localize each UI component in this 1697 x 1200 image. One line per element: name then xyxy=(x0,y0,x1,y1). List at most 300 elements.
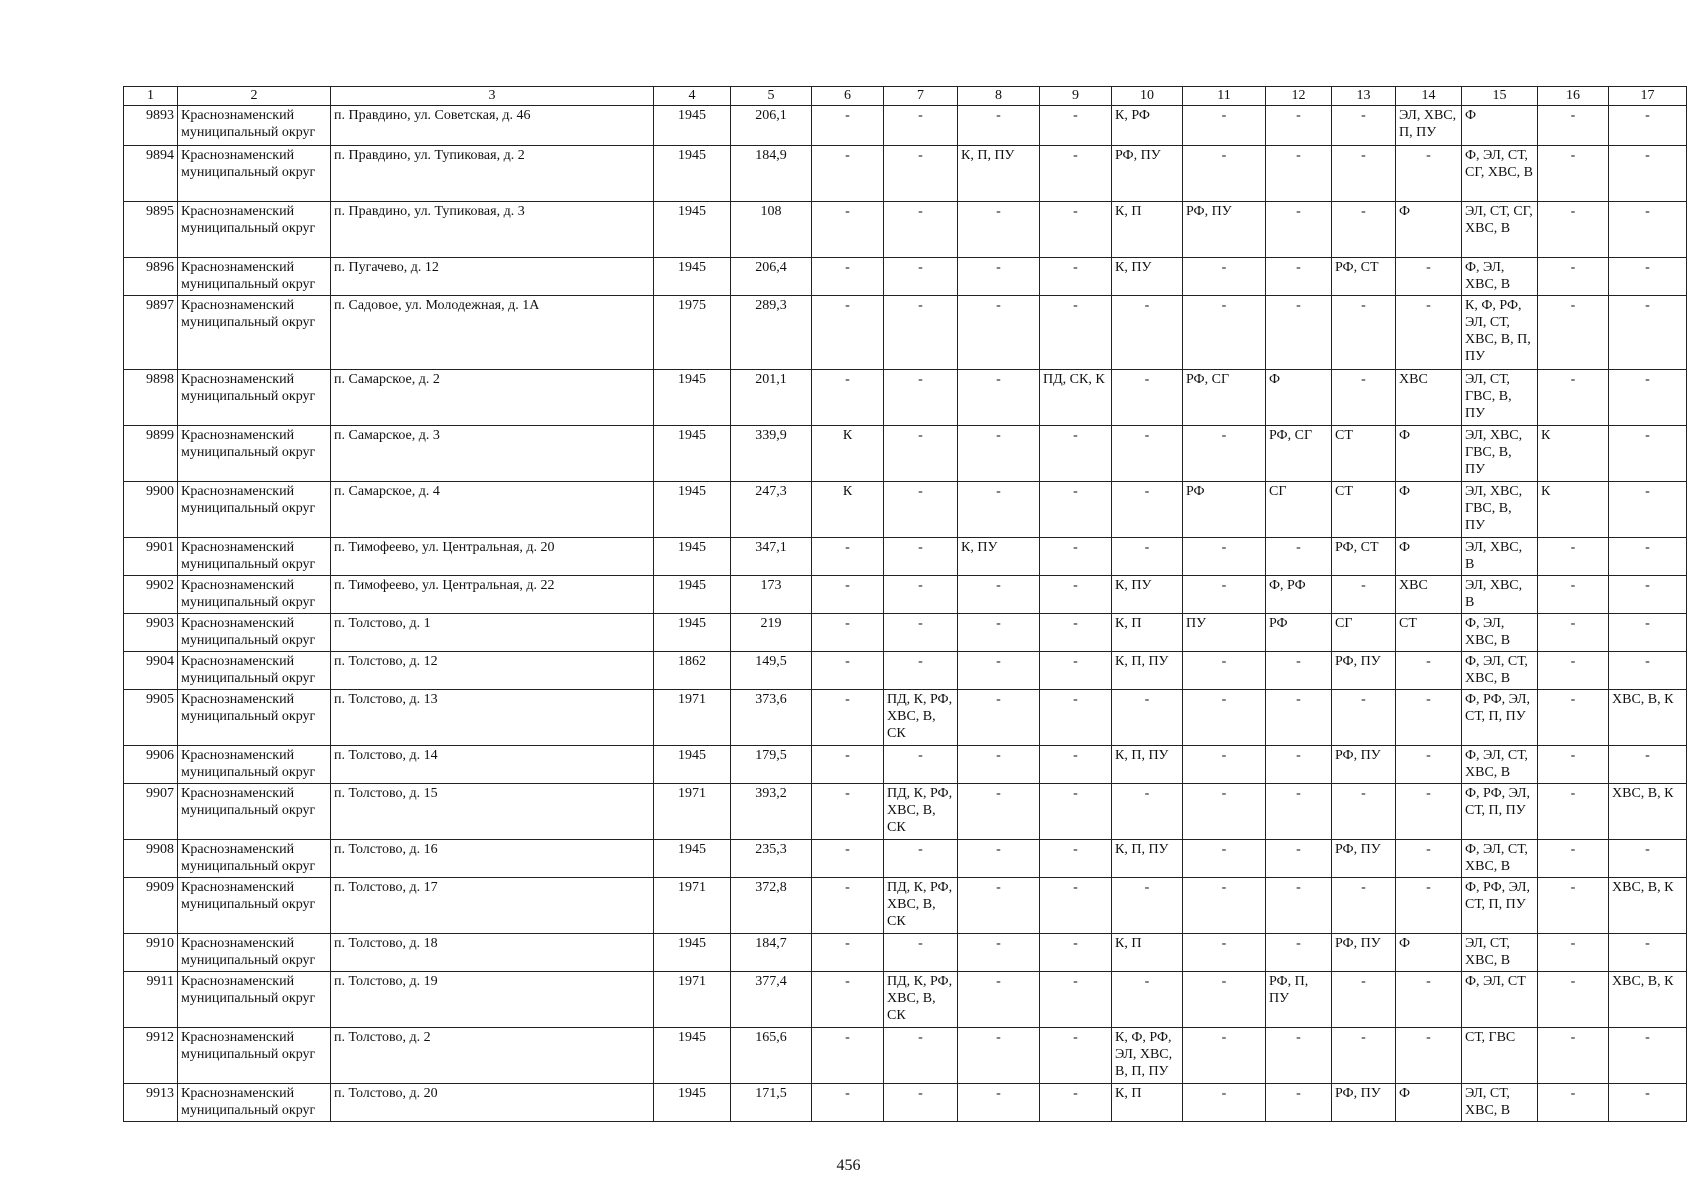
table-cell-col-6: - xyxy=(812,652,884,690)
table-cell-col-6: К xyxy=(812,426,884,482)
column-header-15: 15 xyxy=(1462,87,1538,106)
table-cell-col-5: 289,3 xyxy=(731,296,812,370)
table-cell-col-3: п. Садовое, ул. Молодежная, д. 1А xyxy=(331,296,654,370)
table-cell-col-14: - xyxy=(1396,878,1462,934)
table-cell-col-10: К, Ф, РФ, ЭЛ, ХВС, В, П, ПУ xyxy=(1112,1028,1183,1084)
table-cell-col-15: ЭЛ, ХВС, ГВС, В, ПУ xyxy=(1462,482,1538,538)
table-cell-col-3: п. Тимофеево, ул. Центральная, д. 22 xyxy=(331,576,654,614)
table-cell-col-10: - xyxy=(1112,370,1183,426)
page-number: 456 xyxy=(836,1157,861,1174)
table-cell-col-14: Ф xyxy=(1396,538,1462,576)
table-cell-col-5: 184,9 xyxy=(731,146,812,202)
table-cell-col-17: ХВС, В, К xyxy=(1609,972,1687,1028)
table-cell-col-5: 347,1 xyxy=(731,538,812,576)
table-cell-col-4: 1945 xyxy=(654,106,731,146)
table-cell-col-14: Ф xyxy=(1396,426,1462,482)
table-row xyxy=(124,878,1687,934)
table-cell-col-3: п. Толстово, д. 13 xyxy=(331,690,654,746)
table-cell-col-7: - xyxy=(884,202,958,258)
table-cell-col-5: 165,6 xyxy=(731,1028,812,1084)
table-cell-col-1: 9913 xyxy=(124,1084,178,1122)
table-cell-col-13: СГ xyxy=(1332,614,1396,652)
table-cell-col-1: 9899 xyxy=(124,426,178,482)
table-cell-col-8: К, П, ПУ xyxy=(958,146,1040,202)
table-cell-col-5: 219 xyxy=(731,614,812,652)
table-cell-col-7: - xyxy=(884,1028,958,1084)
table-row xyxy=(124,934,1687,972)
table-cell-col-7: ПД, К, РФ, ХВС, В, СК xyxy=(884,878,958,934)
column-header-17: 17 xyxy=(1609,87,1687,106)
table-cell-col-3: п. Тимофеево, ул. Центральная, д. 20 xyxy=(331,538,654,576)
table-cell-col-17: - xyxy=(1609,614,1687,652)
table-cell-col-3: п. Толстово, д. 18 xyxy=(331,934,654,972)
table-cell-col-1: 9911 xyxy=(124,972,178,1028)
table-cell-col-9: ПД, СК, К xyxy=(1040,370,1112,426)
table-cell-col-4: 1945 xyxy=(654,614,731,652)
table-cell-col-4: 1945 xyxy=(654,482,731,538)
table-cell-col-5: 173 xyxy=(731,576,812,614)
table-cell-col-2: Краснознаменский муниципальный округ xyxy=(178,690,331,746)
table-cell-col-14: Ф xyxy=(1396,202,1462,258)
table-cell-col-11: - xyxy=(1183,934,1266,972)
table-row xyxy=(124,576,1687,614)
table-cell-col-3: п. Толстово, д. 17 xyxy=(331,878,654,934)
table-cell-col-12: РФ, СГ xyxy=(1266,426,1332,482)
table-cell-col-16: - xyxy=(1538,972,1609,1028)
table-cell-col-6: - xyxy=(812,258,884,296)
table-cell-col-17: - xyxy=(1609,426,1687,482)
table-cell-col-5: 393,2 xyxy=(731,784,812,840)
table-cell-col-13: - xyxy=(1332,1028,1396,1084)
table-cell-col-8: - xyxy=(958,784,1040,840)
table-cell-col-8: - xyxy=(958,690,1040,746)
table-cell-col-14: - xyxy=(1396,1028,1462,1084)
table-cell-col-8: - xyxy=(958,1028,1040,1084)
table-cell-col-16: - xyxy=(1538,840,1609,878)
table-cell-col-11: - xyxy=(1183,878,1266,934)
table-cell-col-15: ЭЛ, ХВС, В xyxy=(1462,576,1538,614)
table-row xyxy=(124,370,1687,426)
table-cell-col-5: 108 xyxy=(731,202,812,258)
table-cell-col-17: - xyxy=(1609,146,1687,202)
table-cell-col-17: - xyxy=(1609,258,1687,296)
table-cell-col-6: - xyxy=(812,1084,884,1122)
table-cell-col-15: ЭЛ, СТ, ХВС, В xyxy=(1462,934,1538,972)
table-cell-col-8: К, ПУ xyxy=(958,538,1040,576)
table-cell-col-14: - xyxy=(1396,258,1462,296)
table-row xyxy=(124,972,1687,1028)
table-cell-col-10: - xyxy=(1112,426,1183,482)
table-row xyxy=(124,840,1687,878)
table-cell-col-2: Краснознаменский муниципальный округ xyxy=(178,840,331,878)
table-cell-col-15: ЭЛ, ХВС, В xyxy=(1462,538,1538,576)
table-cell-col-6: - xyxy=(812,878,884,934)
column-header-11: 11 xyxy=(1183,87,1266,106)
table-cell-col-11: - xyxy=(1183,538,1266,576)
column-header-8: 8 xyxy=(958,87,1040,106)
table-cell-col-13: СТ xyxy=(1332,426,1396,482)
table-cell-col-1: 9912 xyxy=(124,1028,178,1084)
table-cell-col-16: - xyxy=(1538,934,1609,972)
table-cell-col-11: - xyxy=(1183,784,1266,840)
table-cell-col-7: - xyxy=(884,614,958,652)
table-cell-col-11: - xyxy=(1183,146,1266,202)
table-cell-col-4: 1945 xyxy=(654,426,731,482)
table-cell-col-14: - xyxy=(1396,690,1462,746)
table-cell-col-6: К xyxy=(812,482,884,538)
table-cell-col-11: - xyxy=(1183,576,1266,614)
table-cell-col-10: - xyxy=(1112,690,1183,746)
table-cell-col-2: Краснознаменский муниципальный округ xyxy=(178,784,331,840)
table-cell-col-13: РФ, СТ xyxy=(1332,538,1396,576)
table-cell-col-4: 1945 xyxy=(654,576,731,614)
table-cell-col-6: - xyxy=(812,614,884,652)
table-cell-col-6: - xyxy=(812,370,884,426)
table-cell-col-9: - xyxy=(1040,972,1112,1028)
table-cell-col-4: 1945 xyxy=(654,258,731,296)
table-cell-col-13: РФ, ПУ xyxy=(1332,746,1396,784)
column-header-9: 9 xyxy=(1040,87,1112,106)
table-cell-col-12: - xyxy=(1266,878,1332,934)
table-cell-col-13: - xyxy=(1332,972,1396,1028)
table-cell-col-10: К, П xyxy=(1112,202,1183,258)
table-cell-col-12: - xyxy=(1266,202,1332,258)
table-cell-col-9: - xyxy=(1040,1028,1112,1084)
table-row xyxy=(124,106,1687,146)
table-cell-col-8: - xyxy=(958,296,1040,370)
table-cell-col-14: - xyxy=(1396,652,1462,690)
table-cell-col-12: - xyxy=(1266,840,1332,878)
column-header-2: 2 xyxy=(178,87,331,106)
column-header-14: 14 xyxy=(1396,87,1462,106)
table-cell-col-5: 377,4 xyxy=(731,972,812,1028)
table-cell-col-7: - xyxy=(884,482,958,538)
column-header-3: 3 xyxy=(331,87,654,106)
column-header-7: 7 xyxy=(884,87,958,106)
table-cell-col-17: - xyxy=(1609,538,1687,576)
table-cell-col-17: - xyxy=(1609,106,1687,146)
table-cell-col-16: - xyxy=(1538,746,1609,784)
table-cell-col-3: п. Самарское, д. 2 xyxy=(331,370,654,426)
table-cell-col-13: - xyxy=(1332,784,1396,840)
table-row xyxy=(124,746,1687,784)
table-cell-col-13: - xyxy=(1332,690,1396,746)
table-cell-col-4: 1945 xyxy=(654,146,731,202)
data-table xyxy=(123,86,1687,1122)
table-cell-col-8: - xyxy=(958,878,1040,934)
table-cell-col-16: - xyxy=(1538,258,1609,296)
table-cell-col-10: К, П, ПУ xyxy=(1112,652,1183,690)
table-cell-col-6: - xyxy=(812,106,884,146)
table-cell-col-17: - xyxy=(1609,934,1687,972)
table-cell-col-6: - xyxy=(812,840,884,878)
table-cell-col-2: Краснознаменский муниципальный округ xyxy=(178,652,331,690)
table-cell-col-9: - xyxy=(1040,202,1112,258)
table-cell-col-11: - xyxy=(1183,296,1266,370)
table-cell-col-3: п. Толстово, д. 15 xyxy=(331,784,654,840)
table-row xyxy=(124,538,1687,576)
table-cell-col-5: 179,5 xyxy=(731,746,812,784)
table-cell-col-16: - xyxy=(1538,146,1609,202)
table-cell-col-4: 1945 xyxy=(654,746,731,784)
table-cell-col-12: РФ, П, ПУ xyxy=(1266,972,1332,1028)
table-cell-col-7: - xyxy=(884,146,958,202)
table-row xyxy=(124,784,1687,840)
table-cell-col-11: - xyxy=(1183,746,1266,784)
table-cell-col-10: - xyxy=(1112,878,1183,934)
table-cell-col-16: - xyxy=(1538,1084,1609,1122)
table-cell-col-8: - xyxy=(958,614,1040,652)
table-cell-col-8: - xyxy=(958,1084,1040,1122)
table-cell-col-15: Ф, ЭЛ, СТ, ХВС, В xyxy=(1462,746,1538,784)
table-cell-col-13: - xyxy=(1332,202,1396,258)
table-cell-col-15: Ф, ЭЛ, СТ xyxy=(1462,972,1538,1028)
table-cell-col-11: - xyxy=(1183,1084,1266,1122)
table-cell-col-3: п. Правдино, ул. Тупиковая, д. 2 xyxy=(331,146,654,202)
table-cell-col-11: - xyxy=(1183,426,1266,482)
table-cell-col-11: РФ, СГ xyxy=(1183,370,1266,426)
table-cell-col-2: Краснознаменский муниципальный округ xyxy=(178,878,331,934)
table-cell-col-1: 9901 xyxy=(124,538,178,576)
table-cell-col-10: - xyxy=(1112,482,1183,538)
table-cell-col-4: 1971 xyxy=(654,784,731,840)
table-cell-col-7: - xyxy=(884,426,958,482)
table-cell-col-9: - xyxy=(1040,106,1112,146)
table-cell-col-9: - xyxy=(1040,840,1112,878)
table-cell-col-17: ХВС, В, К xyxy=(1609,878,1687,934)
table-cell-col-13: - xyxy=(1332,106,1396,146)
table-cell-col-5: 206,1 xyxy=(731,106,812,146)
table-cell-col-11: - xyxy=(1183,972,1266,1028)
table-cell-col-14: - xyxy=(1396,840,1462,878)
table-cell-col-14: - xyxy=(1396,296,1462,370)
table-cell-col-8: - xyxy=(958,106,1040,146)
table-cell-col-7: ПД, К, РФ, ХВС, В, СК xyxy=(884,690,958,746)
table-cell-col-13: РФ, ПУ xyxy=(1332,652,1396,690)
table-cell-col-14: - xyxy=(1396,972,1462,1028)
table-cell-col-6: - xyxy=(812,576,884,614)
table-cell-col-17: ХВС, В, К xyxy=(1609,784,1687,840)
table-row xyxy=(124,652,1687,690)
table-cell-col-1: 9905 xyxy=(124,690,178,746)
table-cell-col-14: Ф xyxy=(1396,934,1462,972)
table-cell-col-1: 9910 xyxy=(124,934,178,972)
table-cell-col-4: 1945 xyxy=(654,538,731,576)
table-cell-col-7: - xyxy=(884,538,958,576)
table-row xyxy=(124,426,1687,482)
table-row xyxy=(124,1084,1687,1122)
table-cell-col-11: - xyxy=(1183,1028,1266,1084)
table-cell-col-6: - xyxy=(812,538,884,576)
table-cell-col-11: ПУ xyxy=(1183,614,1266,652)
table-cell-col-10: - xyxy=(1112,972,1183,1028)
table-cell-col-9: - xyxy=(1040,426,1112,482)
table-cell-col-9: - xyxy=(1040,576,1112,614)
table-cell-col-7: - xyxy=(884,106,958,146)
table-cell-col-15: Ф, РФ, ЭЛ, СТ, П, ПУ xyxy=(1462,690,1538,746)
table-cell-col-15: К, Ф, РФ, ЭЛ, СТ, ХВС, В, П, ПУ xyxy=(1462,296,1538,370)
table-cell-col-1: 9898 xyxy=(124,370,178,426)
table-cell-col-4: 1945 xyxy=(654,934,731,972)
table-cell-col-6: - xyxy=(812,146,884,202)
table-cell-col-9: - xyxy=(1040,746,1112,784)
table-cell-col-16: - xyxy=(1538,538,1609,576)
table-cell-col-4: 1945 xyxy=(654,840,731,878)
table-cell-col-7: - xyxy=(884,296,958,370)
table-cell-col-15: Ф, РФ, ЭЛ, СТ, П, ПУ xyxy=(1462,784,1538,840)
table-cell-col-2: Краснознаменский муниципальный округ xyxy=(178,296,331,370)
table-cell-col-6: - xyxy=(812,972,884,1028)
table-cell-col-17: - xyxy=(1609,840,1687,878)
table-cell-col-12: - xyxy=(1266,934,1332,972)
table-cell-col-6: - xyxy=(812,202,884,258)
table-cell-col-3: п. Толстово, д. 16 xyxy=(331,840,654,878)
table-cell-col-9: - xyxy=(1040,652,1112,690)
table-cell-col-2: Краснознаменский муниципальный округ xyxy=(178,972,331,1028)
table-cell-col-2: Краснознаменский муниципальный округ xyxy=(178,614,331,652)
table-cell-col-17: - xyxy=(1609,576,1687,614)
table-cell-col-2: Краснознаменский муниципальный округ xyxy=(178,1028,331,1084)
table-cell-col-5: 372,8 xyxy=(731,878,812,934)
table-cell-col-2: Краснознаменский муниципальный округ xyxy=(178,1084,331,1122)
table-cell-col-16: - xyxy=(1538,296,1609,370)
table-cell-col-14: ХВС xyxy=(1396,576,1462,614)
table-cell-col-11: РФ xyxy=(1183,482,1266,538)
table-cell-col-1: 9894 xyxy=(124,146,178,202)
table-cell-col-3: п. Самарское, д. 3 xyxy=(331,426,654,482)
table-row xyxy=(124,1028,1687,1084)
table-cell-col-17: ХВС, В, К xyxy=(1609,690,1687,746)
table-cell-col-17: - xyxy=(1609,1084,1687,1122)
table-cell-col-5: 235,3 xyxy=(731,840,812,878)
table-cell-col-9: - xyxy=(1040,1084,1112,1122)
table-cell-col-14: - xyxy=(1396,146,1462,202)
table-cell-col-15: Ф, ЭЛ, СТ, ХВС, В xyxy=(1462,652,1538,690)
table-cell-col-1: 9896 xyxy=(124,258,178,296)
table-cell-col-4: 1945 xyxy=(654,1028,731,1084)
table-cell-col-10: К, П xyxy=(1112,1084,1183,1122)
table-cell-col-17: - xyxy=(1609,370,1687,426)
table-cell-col-4: 1945 xyxy=(654,1084,731,1122)
table-cell-col-9: - xyxy=(1040,482,1112,538)
table-cell-col-9: - xyxy=(1040,146,1112,202)
table-cell-col-17: - xyxy=(1609,652,1687,690)
table-cell-col-12: - xyxy=(1266,146,1332,202)
table-cell-col-15: СТ, ГВС xyxy=(1462,1028,1538,1084)
column-header-4: 4 xyxy=(654,87,731,106)
table-cell-col-7: - xyxy=(884,652,958,690)
table-cell-col-3: п. Толстово, д. 2 xyxy=(331,1028,654,1084)
table-cell-col-12: Ф xyxy=(1266,370,1332,426)
table-cell-col-3: п. Правдино, ул. Советская, д. 46 xyxy=(331,106,654,146)
table-cell-col-8: - xyxy=(958,972,1040,1028)
table-cell-col-3: п. Правдино, ул. Тупиковая, д. 3 xyxy=(331,202,654,258)
table-cell-col-13: РФ, ПУ xyxy=(1332,1084,1396,1122)
column-header-5: 5 xyxy=(731,87,812,106)
table-cell-col-4: 1971 xyxy=(654,878,731,934)
table-cell-col-11: - xyxy=(1183,690,1266,746)
table-cell-col-8: - xyxy=(958,652,1040,690)
table-cell-col-11: - xyxy=(1183,258,1266,296)
table-cell-col-1: 9893 xyxy=(124,106,178,146)
table-cell-col-3: п. Толстово, д. 14 xyxy=(331,746,654,784)
column-header-10: 10 xyxy=(1112,87,1183,106)
table-cell-col-12: Ф, РФ xyxy=(1266,576,1332,614)
table-cell-col-12: - xyxy=(1266,784,1332,840)
table-cell-col-6: - xyxy=(812,1028,884,1084)
table-row xyxy=(124,482,1687,538)
table-cell-col-10: К, РФ xyxy=(1112,106,1183,146)
table-cell-col-7: - xyxy=(884,258,958,296)
column-header-16: 16 xyxy=(1538,87,1609,106)
column-header-6: 6 xyxy=(812,87,884,106)
table-cell-col-12: - xyxy=(1266,1028,1332,1084)
table-cell-col-4: 1945 xyxy=(654,202,731,258)
table-cell-col-1: 9908 xyxy=(124,840,178,878)
table-cell-col-15: Ф, ЭЛ, СТ, ХВС, В xyxy=(1462,840,1538,878)
table-cell-col-14: Ф xyxy=(1396,1084,1462,1122)
table-cell-col-5: 149,5 xyxy=(731,652,812,690)
table-cell-col-3: п. Самарское, д. 4 xyxy=(331,482,654,538)
table-cell-col-9: - xyxy=(1040,258,1112,296)
table-cell-col-17: - xyxy=(1609,202,1687,258)
table-cell-col-16: - xyxy=(1538,1028,1609,1084)
table-row xyxy=(124,614,1687,652)
table-cell-col-8: - xyxy=(958,482,1040,538)
table-cell-col-3: п. Толстово, д. 1 xyxy=(331,614,654,652)
table-cell-col-9: - xyxy=(1040,784,1112,840)
table-cell-col-2: Краснознаменский муниципальный округ xyxy=(178,106,331,146)
table-cell-col-2: Краснознаменский муниципальный округ xyxy=(178,202,331,258)
table-cell-col-3: п. Толстово, д. 20 xyxy=(331,1084,654,1122)
table-cell-col-12: - xyxy=(1266,538,1332,576)
table-cell-col-1: 9903 xyxy=(124,614,178,652)
table-row xyxy=(124,146,1687,202)
table-cell-col-1: 9906 xyxy=(124,746,178,784)
table-cell-col-15: Ф, ЭЛ, ХВС, В xyxy=(1462,258,1538,296)
table-cell-col-16: - xyxy=(1538,106,1609,146)
column-header-13: 13 xyxy=(1332,87,1396,106)
table-cell-col-5: 247,3 xyxy=(731,482,812,538)
table-cell-col-14: ХВС xyxy=(1396,370,1462,426)
table-cell-col-11: - xyxy=(1183,840,1266,878)
table-cell-col-16: - xyxy=(1538,784,1609,840)
column-header-1: 1 xyxy=(124,87,178,106)
table-cell-col-9: - xyxy=(1040,690,1112,746)
table-cell-col-7: - xyxy=(884,370,958,426)
table-cell-col-4: 1945 xyxy=(654,370,731,426)
table-cell-col-4: 1862 xyxy=(654,652,731,690)
table-cell-col-4: 1971 xyxy=(654,690,731,746)
table-cell-col-7: ПД, К, РФ, ХВС, В, СК xyxy=(884,784,958,840)
table-cell-col-3: п. Толстово, д. 12 xyxy=(331,652,654,690)
table-cell-col-2: Краснознаменский муниципальный округ xyxy=(178,370,331,426)
table-cell-col-2: Краснознаменский муниципальный округ xyxy=(178,538,331,576)
table-cell-col-11: - xyxy=(1183,652,1266,690)
table-cell-col-13: - xyxy=(1332,576,1396,614)
table-cell-col-7: - xyxy=(884,746,958,784)
table-cell-col-15: Ф, ЭЛ, ХВС, В xyxy=(1462,614,1538,652)
table-cell-col-6: - xyxy=(812,296,884,370)
table-cell-col-16: - xyxy=(1538,614,1609,652)
table-cell-col-5: 339,9 xyxy=(731,426,812,482)
table-cell-col-7: ПД, К, РФ, ХВС, В, СК xyxy=(884,972,958,1028)
table-cell-col-1: 9897 xyxy=(124,296,178,370)
table-cell-col-3: п. Толстово, д. 19 xyxy=(331,972,654,1028)
table-cell-col-15: Ф, РФ, ЭЛ, СТ, П, ПУ xyxy=(1462,878,1538,934)
table-cell-col-15: Ф, ЭЛ, СТ, СГ, ХВС, В xyxy=(1462,146,1538,202)
table-cell-col-13: - xyxy=(1332,146,1396,202)
